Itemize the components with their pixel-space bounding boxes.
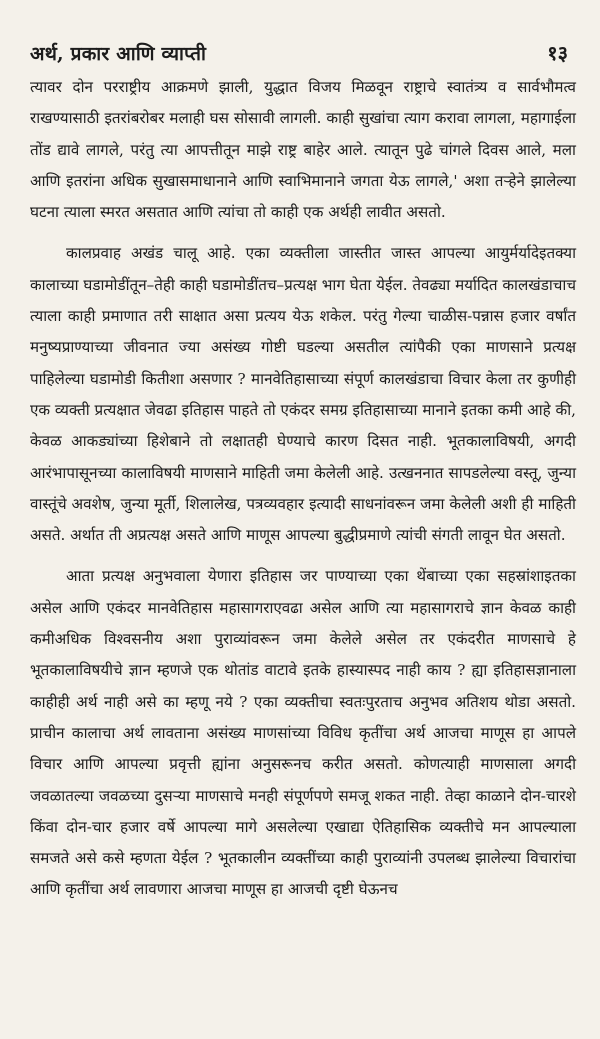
chapter-title: अर्थ, प्रकार आणि व्याप्ती: [30, 43, 207, 65]
paragraph-1: त्यावर दोन परराष्ट्रीय आक्रमणे झाली, युद्धात विजय मिळवून राष्ट्राचे स्वातंत्र्य व सार्वभौमत्व राखण्यासाठी इतरांबरोबर मलाही घस सोसावी लागली. काही सुखांचा त्याग करावा लागला, महागाईला तोंड द्यावे लागले, परंतु त्या आपत्तीतून माझे राष्ट्र बाहेर आले. त्यातून पुढे चांगले दिवस आले, मला आणि इतरांना अधिक सुखासमाधानाने आणि स्वाभिमानाने जगता येऊ लागले,' अशा तऱ्हेने झालेल्या घटना त्याला स्मरत असतात आणि त्यांचा तो काही एक अर्थही लावीत असतो.: [30, 78, 576, 222]
body-text: [30, 72, 576, 906]
page-number: १३: [547, 41, 568, 65]
paragraph-2: कालप्रवाह अखंड चालू आहे. एका व्यक्तीला जास्तीत जास्त आपल्या आयुर्मर्यादेइतक्या कालाच्या घडामोडींतून–तेही काही घडामोडींतच–प्रत्यक्ष भाग घेता येईल. तेवढ्या मर्यादित कालखंडाचाच त्याला काही प्रमाणात तरी साक्षात असा प्रत्यय येऊ शकेल. परंतु गेल्या चाळीस-पन्नास हजार वर्षांत मनुष्यप्राण्याच्या जीवनात ज्या असंख्य गोष्टी घडल्या असतील त्यांपैकी एका माणसाने प्रत्यक्ष पाहिलेल्या घडामोडी कितीशा असणार ? मानवेतिहासाच्या संपूर्ण कालखंडाचा विचार केला तर कुणीही एक व्यक्ती प्रत्यक्षात जेवढा इतिहास पाहते तो एकंदर समग्र इतिहासाच्या मानाने इतका कमी आहे की, केवळ आकड्यांच्या हिशेबाने तो लक्षातही घेण्याचे कारण दिसत नाही. भूतकालाविषयी, अगदी आरंभापासूनच्या कालाविषयी माणसाने माहिती जमा केलेली आहे. उत्खननात सापडलेल्या वस्तू, जुन्या वास्तूंचे अवशेष, जुन्या मूर्ती, शिलालेख, पत्रव्यवहार इत्यादी साधनांवरून जमा केलेली अशी ही माहिती असते. अर्थात ती अप्रत्यक्ष असते आणि माणूस आपल्या बुद्धीप्रमाणे त्यांची संगती लावून घेत असतो.: [30, 244, 576, 545]
running-header: [30, 28, 576, 72]
paragraph-3: आता प्रत्यक्ष अनुभवाला येणारा इतिहास जर पाण्याच्या एका थेंबाच्या एका सहस्रांशाइतका असेल आणि एकंदर मानवेतिहास महासागराएवढा असेल आणि त्या महासागराचे ज्ञान केवळ काही कमीअधिक विश्वसनीय अशा पुराव्यांवरून जमा केलेले असेल तर एकंदरीत माणसाचे हे भूतकालाविषयीचे ज्ञान म्हणजे एक थोतांड वाटावे इतके हास्यास्पद नाही काय ? ह्या इतिहासज्ञानाला काहीही अर्थ नाही असे का म्हणू नये ? एका व्यक्तीचा स्वतःपुरताच अनुभव अतिशय थोडा असतो. प्राचीन कालाचा अर्थ लावताना असंख्य माणसांच्या विविध कृतींचा अर्थ आजचा माणूस हा आपले विचार आणि आपल्या प्रवृत्ती ह्यांना अनुसरूनच करीत असतो. कोणत्याही माणसाला अगदी जवळातल्या जवळच्या दुसऱ्या माणसाचे मनही संपूर्णपणे समजू शकत नाही. तेव्हा काळाने दोन-चारशे किंवा दोन-चार हजार वर्षे आपल्या मागे असलेल्या एखाद्या ऐतिहासिक व्यक्तीचे मन आपल्याला समजते असे कसे म्हणता येईल ? भूतकालीन व्यक्तींच्या काही पुराव्यांनी उपलब्ध झालेल्या विचारांचा आणि कृतींचा अर्थ लावणारा आजचा माणूस हा आजची दृष्टी घेऊनच: [30, 567, 576, 899]
